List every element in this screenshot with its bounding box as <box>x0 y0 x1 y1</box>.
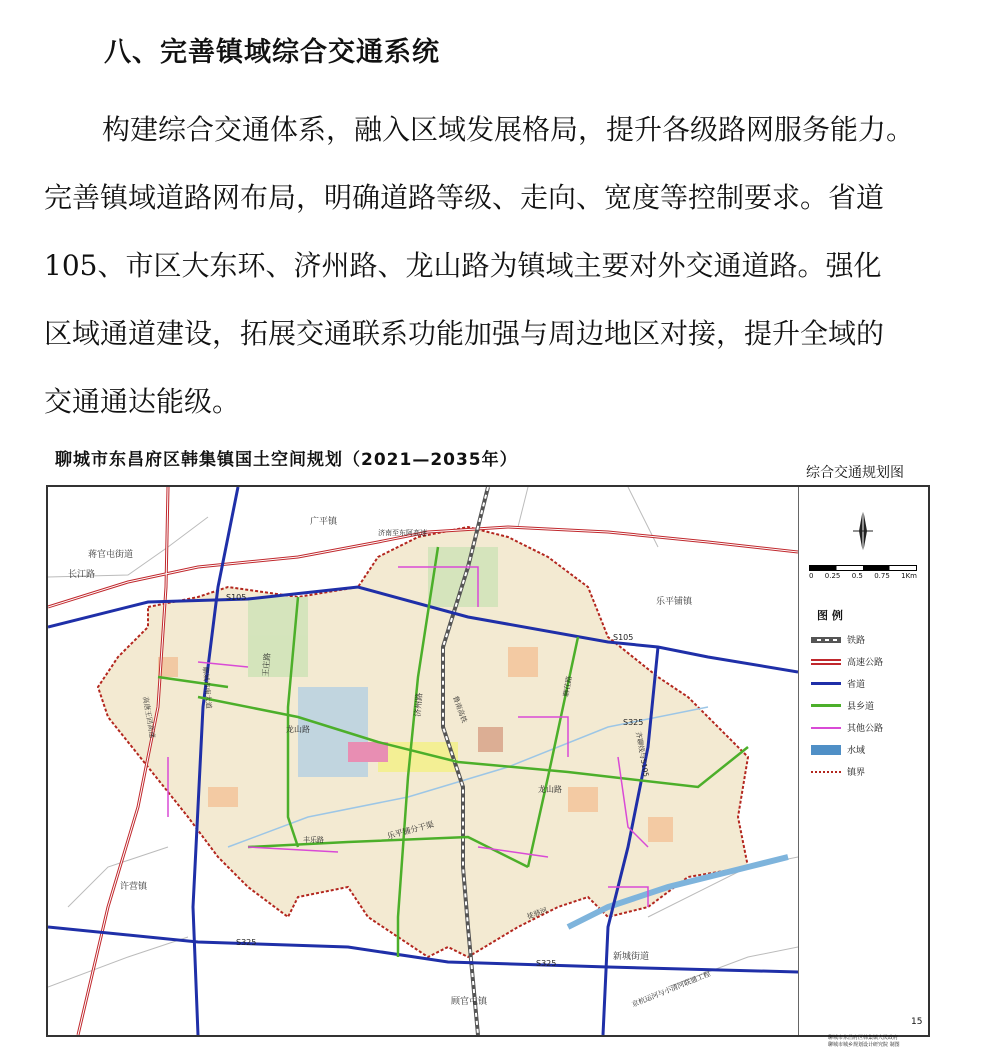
legend-title: 图 例 <box>817 609 843 622</box>
label-wangzhuang: 王庄路 <box>261 652 273 678</box>
boundary-swatch <box>811 771 841 773</box>
paragraph-line: 区域通道建设，拓展交通联系功能加强与周边地区对接，提升全域的 <box>44 317 885 350</box>
map-credits <box>828 1035 938 1049</box>
label-railway: 鲁南高铁 <box>451 694 469 724</box>
legend-item-other <box>811 721 883 734</box>
label-qihe: 齐聊线与S105 <box>634 730 650 778</box>
compass-icon <box>851 507 875 555</box>
label-expressway: 济南至东阿高速 <box>378 529 427 537</box>
legend-item-water <box>811 743 865 756</box>
label-s325-vertical: S325 <box>623 718 644 727</box>
label-changjiang: 长江路 <box>68 570 96 580</box>
label-haohe: 徒骇河 <box>525 906 549 921</box>
label-lepingpu-road: 乐平铺分干渠 <box>386 819 435 841</box>
label-longshan-left: 龙山路 <box>286 725 310 734</box>
legend-item-boundary <box>811 765 865 778</box>
legend-item-county <box>811 699 874 712</box>
label-s325-right: S325 <box>536 959 557 968</box>
section-paragraph <box>44 96 944 436</box>
paragraph-line: 构建综合交通体系，融入区域发展格局，提升各级路网服务能力。 <box>102 113 915 146</box>
paragraph-line: 105、市区大东环、济州路、龙山路为镇域主要对外交通道路。强化 <box>44 249 882 282</box>
scale-bar <box>809 565 917 580</box>
legend-label: 高速公路 <box>847 658 884 668</box>
county-swatch <box>811 704 841 707</box>
map-legend <box>798 487 927 1035</box>
water-swatch <box>811 745 841 755</box>
label-jiangguantun: 蒋官屯街道 <box>88 550 134 560</box>
credit-line: 聊城市东昌府区韩集镇人民政府 <box>828 1035 899 1041</box>
page-number: 15 <box>911 1017 923 1027</box>
legend-label: 其他公路 <box>847 724 884 734</box>
other-road-swatch <box>811 727 841 729</box>
label-guangping: 广平镇 <box>310 517 338 527</box>
section-heading: 八、完善镇域综合交通系统 <box>104 37 440 68</box>
legend-label: 省道 <box>847 680 866 690</box>
label-xinchengjiedao: 新城街道 <box>613 952 650 962</box>
label-lepingpu: 乐平铺镇 <box>656 597 693 607</box>
paragraph-line: 交通通达能级。 <box>44 385 241 418</box>
label-gaotang: 高唐王回高速 <box>141 695 157 739</box>
label-jiuyu: 聊城市南大道 <box>201 666 213 710</box>
map-title: 聊城市东昌府区韩集镇国土空间规划（2021—2035年） <box>55 450 518 470</box>
legend-item-expressway <box>811 655 883 668</box>
label-xuying: 许营镇 <box>120 882 148 892</box>
legend-label: 镇界 <box>847 768 866 778</box>
scale-tick: 0.5 <box>851 572 863 580</box>
label-fengyuan: 丰乐路 <box>303 836 324 844</box>
scale-tick: 0 <box>809 572 814 580</box>
legend-item-provincial <box>811 677 865 690</box>
legend-item-railway <box>811 633 865 646</box>
expressway-swatch <box>811 659 841 665</box>
map-subtitle: 综合交通规划图 <box>806 465 904 481</box>
provincial-swatch <box>811 682 841 685</box>
legend-label: 县乡道 <box>847 702 875 712</box>
railway-swatch <box>811 637 841 643</box>
label-jizhou: 济州路 <box>413 692 425 718</box>
scale-tick: 0.25 <box>824 572 841 580</box>
scale-tick: 0.75 <box>874 572 890 580</box>
label-s105-right: S105 <box>613 633 634 642</box>
label-guguantun: 顾官屯镇 <box>451 997 488 1007</box>
paragraph-line: 完善镇域道路网布局，明确道路等级、走向、宽度等控制要求。省道 <box>44 181 885 214</box>
label-jingjiu: 京杭运河与小清河联通工程 <box>630 969 712 1009</box>
label-s105-left: S105 <box>226 593 247 602</box>
map-canvas <box>48 487 798 1035</box>
legend-label: 水域 <box>847 746 866 756</box>
label-longshan-right: 龙山路 <box>538 785 562 794</box>
label-s325-left: S325 <box>236 938 257 947</box>
scale-tick: 1Km <box>901 572 917 580</box>
label-liaohe: 聊茌路 <box>562 675 574 698</box>
credit-line: 聊城市城乡规划设计研究院 制图 <box>828 1042 900 1048</box>
transport-map <box>46 485 930 1037</box>
legend-label: 铁路 <box>847 636 866 646</box>
